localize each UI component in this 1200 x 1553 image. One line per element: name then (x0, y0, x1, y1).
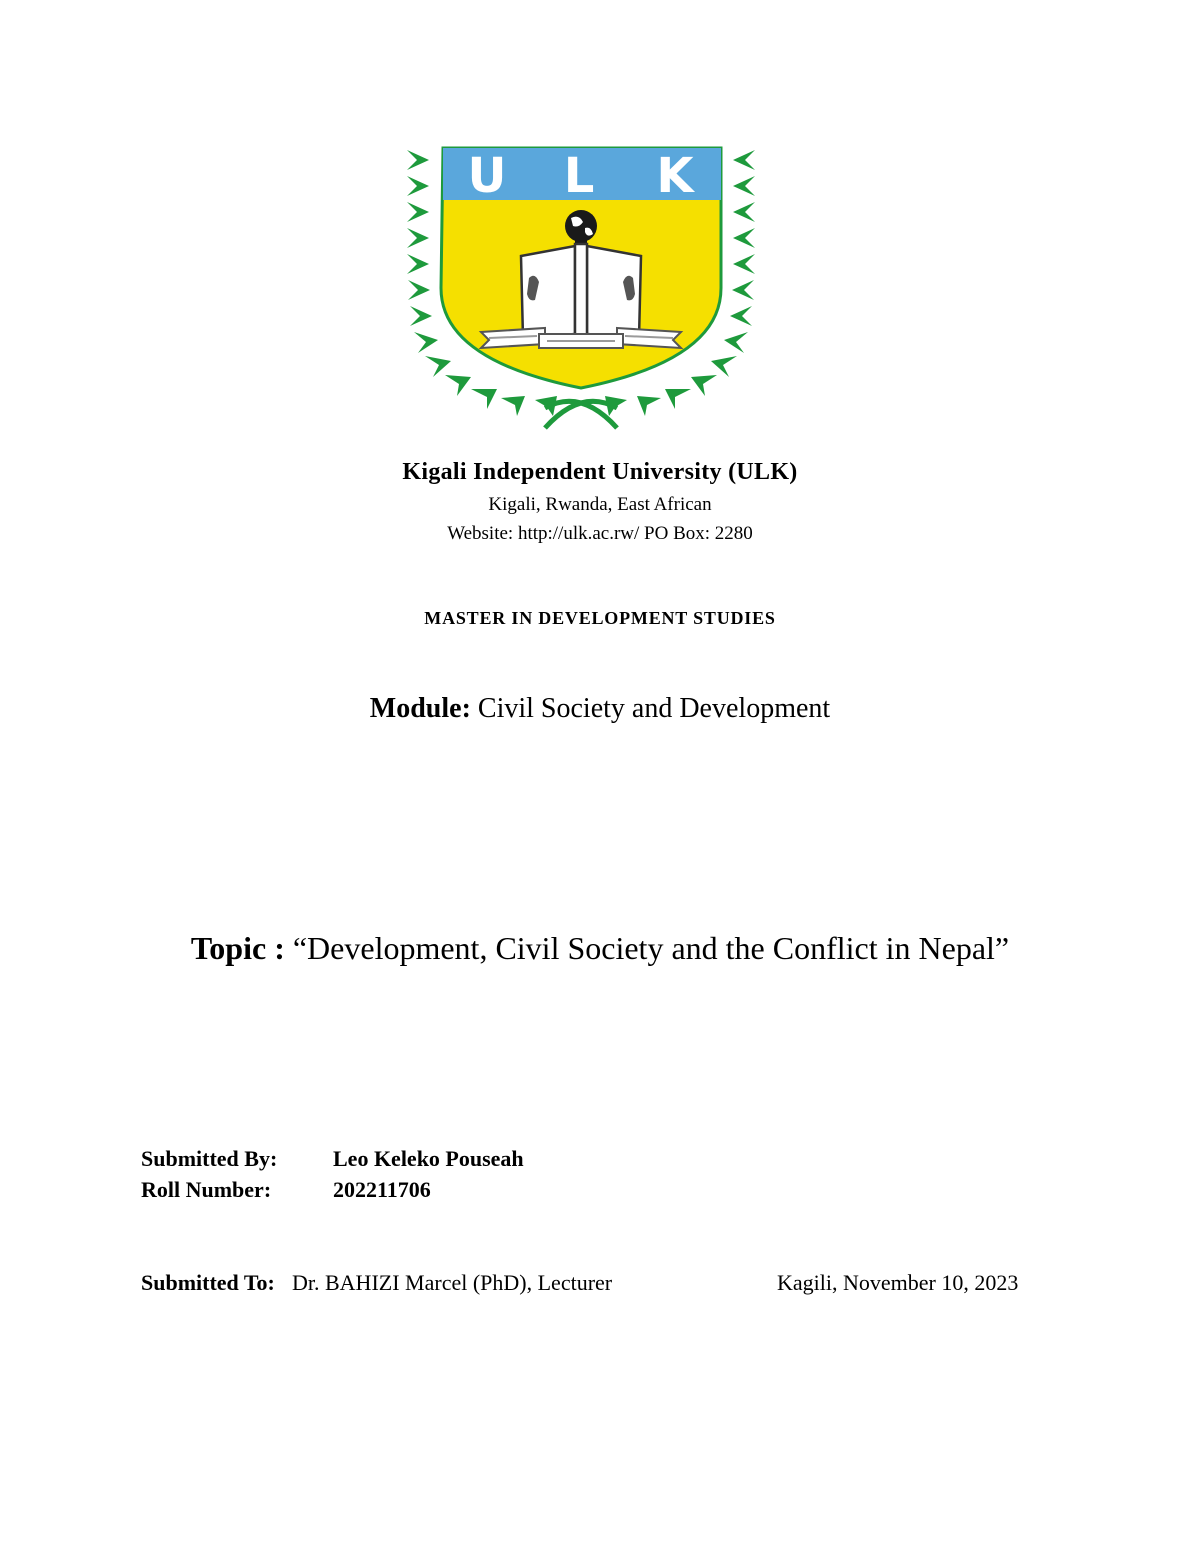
place-date: Kagili, November 10, 2023 (777, 1270, 1019, 1295)
logo-letter: K (656, 148, 694, 204)
topic-value: “Development, Civil Society and the Conflict in Nepal” (284, 930, 1010, 966)
submitted-to-label: Submitted To: (141, 1270, 275, 1295)
logo-letter: L (563, 148, 595, 204)
ulk-logo (395, 138, 767, 430)
open-book-icon (521, 244, 641, 338)
roll-number-label: Roll Number: (141, 1177, 272, 1202)
submitted-by-value: Leo Keleko Pouseah (333, 1146, 524, 1171)
submitted-by-label: Submitted By: (141, 1146, 278, 1171)
topic-line (0, 930, 1200, 967)
submitted-to-value: Dr. BAHIZI Marcel (PhD), Lecturer (292, 1270, 613, 1295)
module-value: Civil Society and Development (470, 693, 831, 724)
topic-label: Topic : (190, 930, 285, 966)
ulk-letters (468, 148, 696, 204)
module-line (0, 693, 1200, 725)
logo-letter: U (467, 148, 507, 204)
program-title: MASTER IN DEVELOPMENT STUDIES (424, 608, 776, 628)
module-label: Module: (369, 693, 471, 724)
university-location: Kigali, Rwanda, East African (488, 494, 712, 515)
university-website: Website: http://ulk.ac.rw/ PO Box: 2280 (447, 523, 753, 544)
university-name: Kigali Independent University (ULK) (402, 459, 798, 485)
roll-number-value: 202211706 (333, 1177, 431, 1202)
